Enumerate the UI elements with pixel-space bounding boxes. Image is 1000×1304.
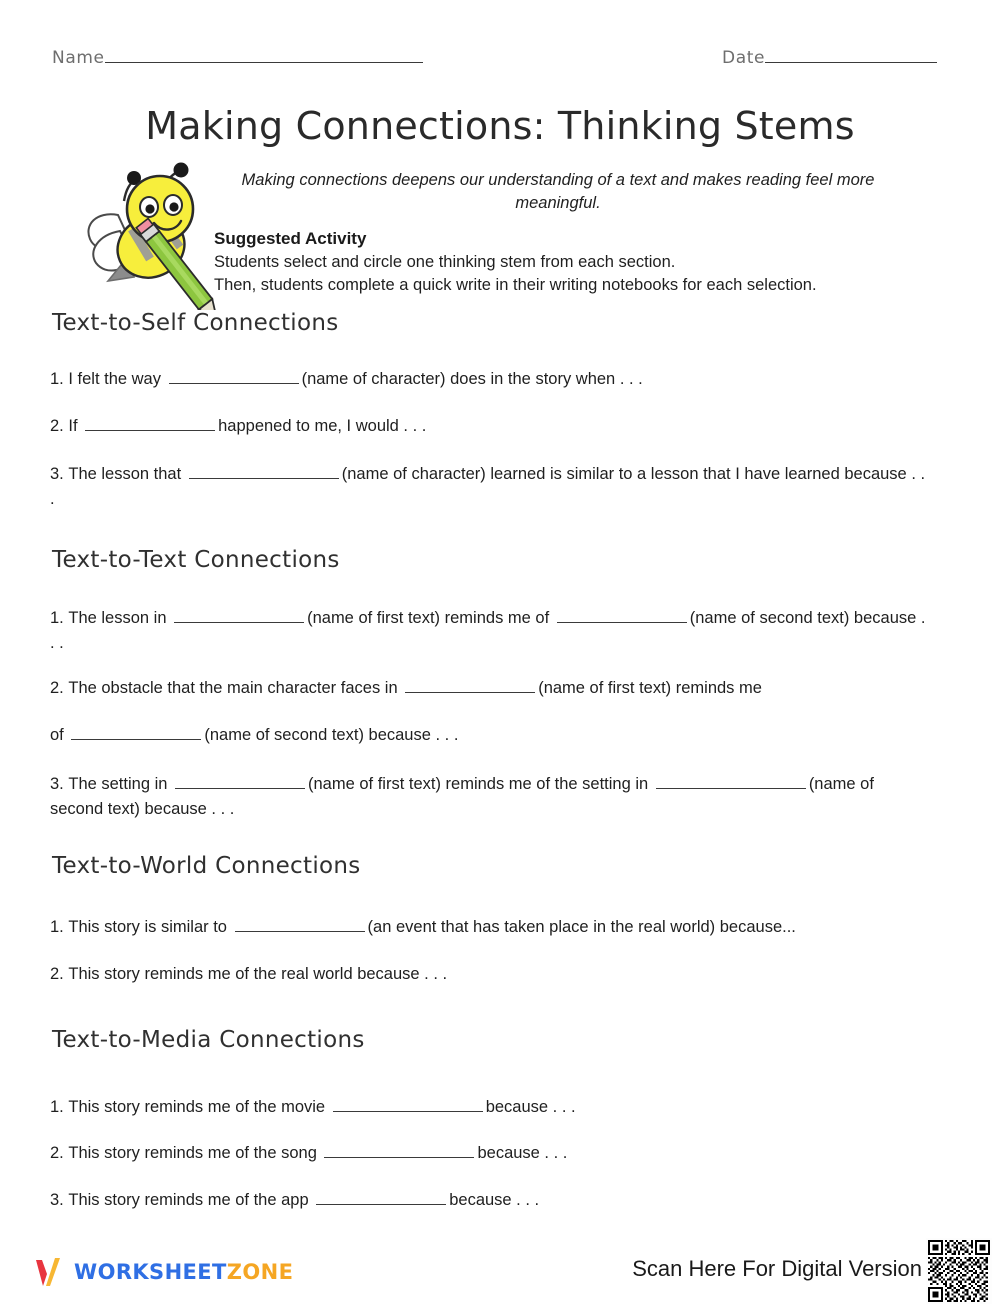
stem-item[interactable] [50,1095,930,1120]
date-field[interactable] [722,48,937,68]
stem-number: 2. [50,1144,69,1162]
stem-text: The obstacle that the main character faces in [68,679,403,697]
stem-number: 2. [50,965,69,983]
scan-instruction-text: Scan Here For Digital Version [632,1256,922,1281]
stem-number: 3. [50,1191,69,1209]
stem-item[interactable] [50,414,930,439]
answer-blank[interactable] [235,918,365,932]
stem-text: This story reminds me of the real world because . . . [68,965,448,983]
stem-text: (name of second text) because . . . [204,726,459,744]
suggested-activity [214,227,914,297]
activity-line-1: Students select and circle one thinking stem from each section. [214,253,676,271]
stem-text: of [50,726,69,744]
answer-blank[interactable] [175,775,305,789]
stem-text: The lesson in [68,609,172,627]
stem-text: because . . . [485,1098,576,1116]
stem-text: (an event that has taken place in the real world) because... [367,918,796,936]
stem-text: This story reminds me of the movie [68,1098,330,1116]
line-gap [50,701,930,723]
worksheet-footer [0,1238,1000,1294]
stem-text: (name of first text) reminds me of the setting in [308,775,653,793]
name-rule[interactable] [105,50,423,63]
worksheet-header [0,48,1000,80]
stem-text: The setting in [68,775,172,793]
stem-number: 3. [50,775,69,793]
date-rule[interactable] [765,50,937,63]
stem-text: (name of character) does in the story when . . . [301,370,643,388]
stem-item[interactable] [50,962,930,987]
stem-item[interactable] [50,462,930,512]
name-label: Name [52,48,105,68]
stem-text: This story reminds me of the song [68,1144,322,1162]
stem-item[interactable] [50,1188,930,1213]
stem-text: If [68,417,83,435]
activity-line-2: Then, students complete a quick write in their writing notebooks for each selection. [214,276,817,294]
stem-text: (name of character) learned is similar to a lesson that I have learned because . . . [50,465,926,508]
intro-subtitle: Making connections deepens our understanding of a text and makes reading feel more meaningful. [241,171,875,212]
name-field[interactable] [52,48,423,68]
stem-text: happened to me, I would . . . [218,417,427,435]
stem-number: 2. [50,679,69,697]
activity-title: Suggested Activity [214,229,367,248]
stem-item[interactable] [50,772,930,822]
answer-blank[interactable] [71,726,201,740]
bee-illustration [78,155,218,310]
stem-text: because . . . [449,1191,540,1209]
section-heading: Text-to-Text Connections [52,547,340,573]
section-heading: Text-to-Self Connections [52,310,339,336]
page-title: Making Connections: Thinking Stems [145,104,855,148]
answer-blank[interactable] [333,1098,483,1112]
stem-text: (name of second text) because . . . [50,609,926,652]
answer-blank[interactable] [174,609,304,623]
stem-number: 1. [50,918,69,936]
answer-blank[interactable] [85,417,215,431]
worksheet-zone-logo[interactable] [28,1252,293,1292]
stem-text: (name of first text) reminds me [538,679,762,697]
answer-blank[interactable] [405,679,535,693]
section-heading: Text-to-Media Connections [52,1027,365,1053]
logo-worksheet-text: WORKSHEET [74,1260,227,1284]
stem-item[interactable] [50,606,930,656]
section-heading: Text-to-World Connections [52,853,361,879]
stem-item[interactable] [50,676,930,748]
stem-text: The lesson that [68,465,186,483]
stem-text: This story is similar to [68,918,232,936]
intro-block [0,155,1000,305]
answer-blank[interactable] [189,465,339,479]
stem-text: This story reminds me of the app [68,1191,314,1209]
stem-number: 1. [50,370,69,388]
stem-item[interactable] [50,915,930,940]
stem-text: because . . . [477,1144,568,1162]
stem-number: 1. [50,609,69,627]
stem-text: I felt the way [68,370,166,388]
stem-number: 1. [50,1098,69,1116]
stem-number: 2. [50,417,69,435]
logo-mark-icon [28,1252,68,1292]
logo-zone-text: ZONE [226,1260,294,1284]
stem-text: (name of first text) reminds me of [307,609,554,627]
stem-number: 3. [50,465,69,483]
answer-blank[interactable] [316,1191,446,1205]
answer-blank[interactable] [656,775,806,789]
stem-item[interactable] [50,367,930,392]
stem-text: (name of second text) because . . . [50,775,874,818]
date-label: Date [722,48,766,68]
stem-item[interactable] [50,1141,930,1166]
answer-blank[interactable] [169,370,299,384]
answer-blank[interactable] [557,609,687,623]
answer-blank[interactable] [324,1144,474,1158]
qr-code-icon[interactable] [926,1238,992,1304]
